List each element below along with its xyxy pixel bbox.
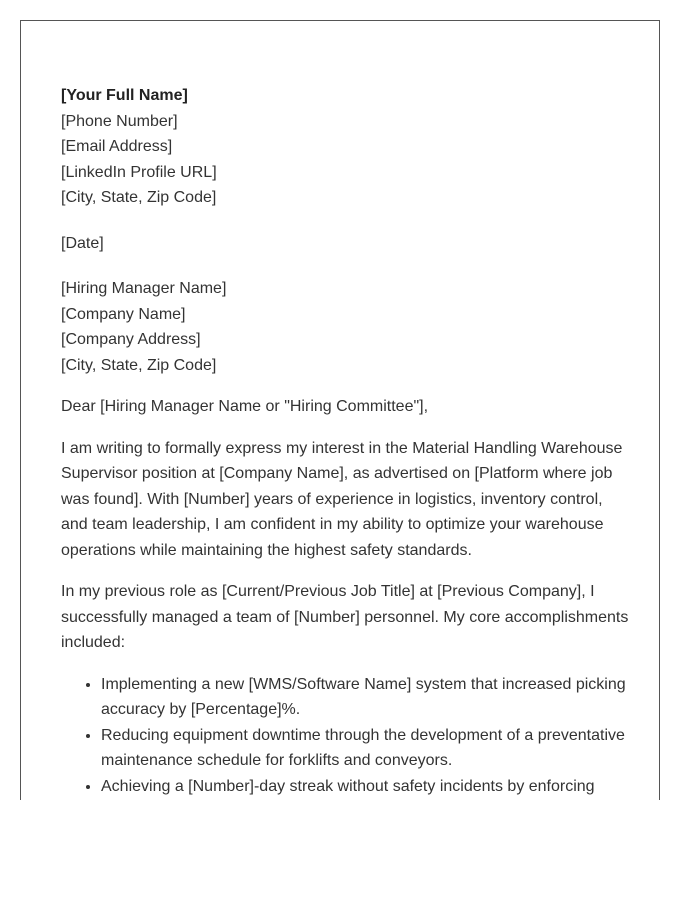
recipient-address: [Company Address]: [61, 331, 201, 348]
experience-paragraph: In my previous role as [Current/Previous Job Title] at [Previous Company], I successfully managed a team of [Number] personnel. My core accomplishments included:: [61, 583, 629, 651]
recipient-block: [61, 276, 631, 378]
list-item: • Reducing equipment downtime through the development of a preventative maintenance schedule for forklifts and conveyors.: [101, 723, 631, 774]
intro-paragraph: I am writing to formally express my interest in the Material Handling Warehouse Supervisor position at [Company Name], as advertised on [Platform where job was found]. With [Number] years of experience in logistics, inventory control, and team leadership, I am confident in my ability to optimize your warehouse operations while maintaining the highest safety standards.: [61, 439, 623, 559]
list-item: • Implementing a new [WMS/Software Name] system that increased picking accuracy by [Percentage]%.: [101, 672, 631, 723]
letter-content: [61, 83, 631, 799]
date-line: [61, 231, 631, 257]
recipient-manager: [Hiring Manager Name]: [61, 280, 227, 297]
recipient-company: [Company Name]: [61, 305, 186, 323]
sender-city: [City, State, Zip Code]: [61, 189, 217, 206]
recipient-city: [City, State, Zip Code]: [61, 356, 217, 374]
sender-email: [Email Address]: [61, 138, 173, 155]
letter-page: [20, 20, 660, 800]
sender-name: [Your Full Name]: [61, 87, 188, 104]
sender-phone: [Phone Number]: [61, 112, 178, 130]
sender-block: [61, 83, 631, 211]
list-item: • Achieving a [Number]-day streak without safety incidents by enforcing: [101, 774, 631, 800]
sender-linkedin: [LinkedIn Profile URL]: [61, 163, 217, 181]
letter-date: [Date]: [61, 234, 104, 252]
accomplishments-list: [61, 672, 631, 800]
greeting: Dear [Hiring Manager Name or "Hiring Committee"],: [61, 398, 429, 415]
